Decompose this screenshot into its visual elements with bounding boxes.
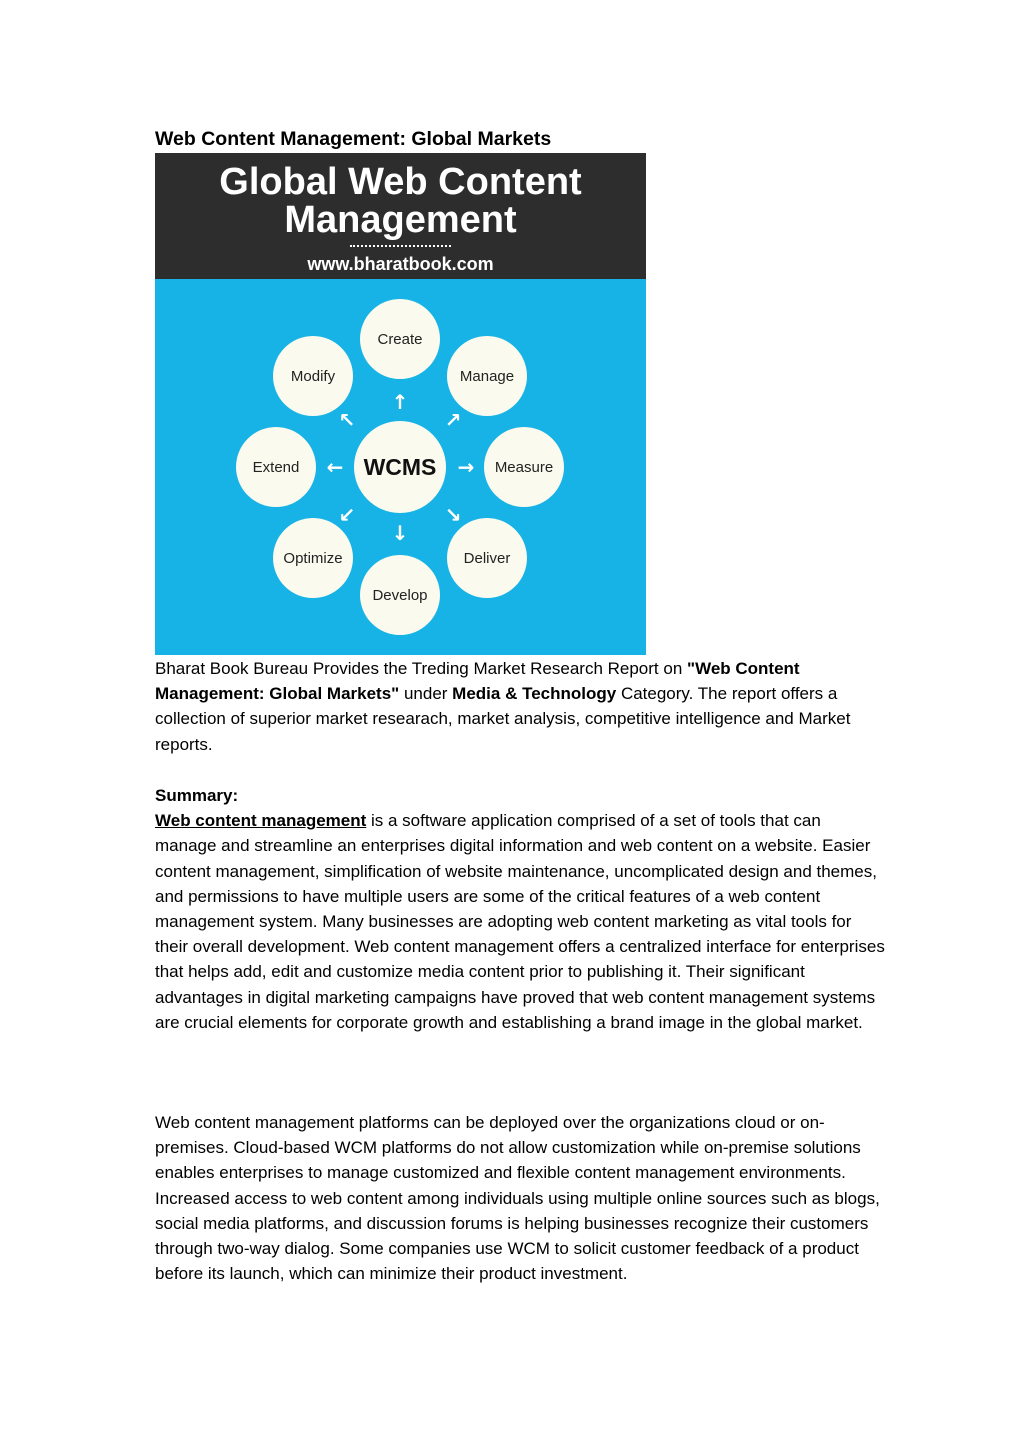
page-title: Web Content Management: Global Markets xyxy=(155,128,552,150)
node-deliver: Deliver xyxy=(447,518,527,598)
node-modify: Modify xyxy=(273,336,353,416)
summary-paragraph-2: Web content management platforms can be deployed over the organizations cloud or on-premises. Cloud-based WCM platforms do not allow customization while on-premise solutions enables enterprises to manage customized and flexible content management environments. Increased access to web content among individuals using multiple online sources such as blogs, social media platforms, and discussion forums is helping businesses recognize their customers through two-way dialog. Some companies use WCM to solicit customer feedback of a product before its launch, which can minimize their product investment. xyxy=(155,1113,880,1284)
intro-text-3: Category. The report offers a collection of superior market researach, market analysis, competitive intelligence and Market reports. xyxy=(155,684,851,754)
node-measure: Measure xyxy=(484,427,564,507)
intro-text-1: Bharat Book Bureau Provides the Treding Market Research Report on xyxy=(155,659,688,678)
banner-image xyxy=(155,153,646,655)
node-manage: Manage xyxy=(447,336,527,416)
arrow-down-right-icon: ↘ xyxy=(444,503,462,527)
dotted-divider xyxy=(350,245,451,247)
summary-paragraph-1: is a software application comprised of a set of tools that can manage and streamline an enterprises digital information and web content on a website. Easier content management, simplification of website maintenance, uncomplicated design and themes, and permissions to have multiple users are some of the critical features of a web content management system. Many businesses are adopting web content marketing as vital tools for their overall development. Web content management offers a centralized interface for enterprises that helps add, edit and customize media content prior to publishing it. Their significant advantages in digital marketing campaigns have proved that web content management systems are crucial elements for corporate growth and establishing a brand image in the global market. xyxy=(155,811,885,1032)
node-wcms-center: WCMS xyxy=(354,421,446,513)
summary-section xyxy=(155,783,885,1035)
node-create: Create xyxy=(360,299,440,379)
intro-paragraph xyxy=(155,656,885,757)
arrow-down-left-icon: ↙ xyxy=(338,503,356,527)
banner-header xyxy=(155,153,646,279)
arrow-up-left-icon: ↖ xyxy=(338,408,356,432)
arrow-left-icon: ← xyxy=(326,455,344,479)
banner-heading-line2: Management xyxy=(284,199,517,241)
arrow-up-right-icon: ↗ xyxy=(444,408,462,432)
arrow-right-icon: → xyxy=(457,455,475,479)
banner-heading-line1: Global Web Content xyxy=(219,161,582,203)
wcms-diagram xyxy=(155,279,646,655)
node-extend: Extend xyxy=(236,427,316,507)
category-name: Media & Technology xyxy=(452,684,617,704)
node-optimize: Optimize xyxy=(273,518,353,598)
summary-heading: Summary: xyxy=(155,786,239,805)
web-content-management-link[interactable]: Web content management xyxy=(155,811,367,831)
node-develop: Develop xyxy=(360,555,440,635)
banner-url: www.bharatbook.com xyxy=(307,254,494,274)
arrow-up-icon: ↑ xyxy=(391,390,409,414)
arrow-down-icon: ↓ xyxy=(391,521,409,545)
intro-text-2: under xyxy=(399,684,453,704)
report-title: "Web Content Management: Global Markets" xyxy=(155,659,800,704)
